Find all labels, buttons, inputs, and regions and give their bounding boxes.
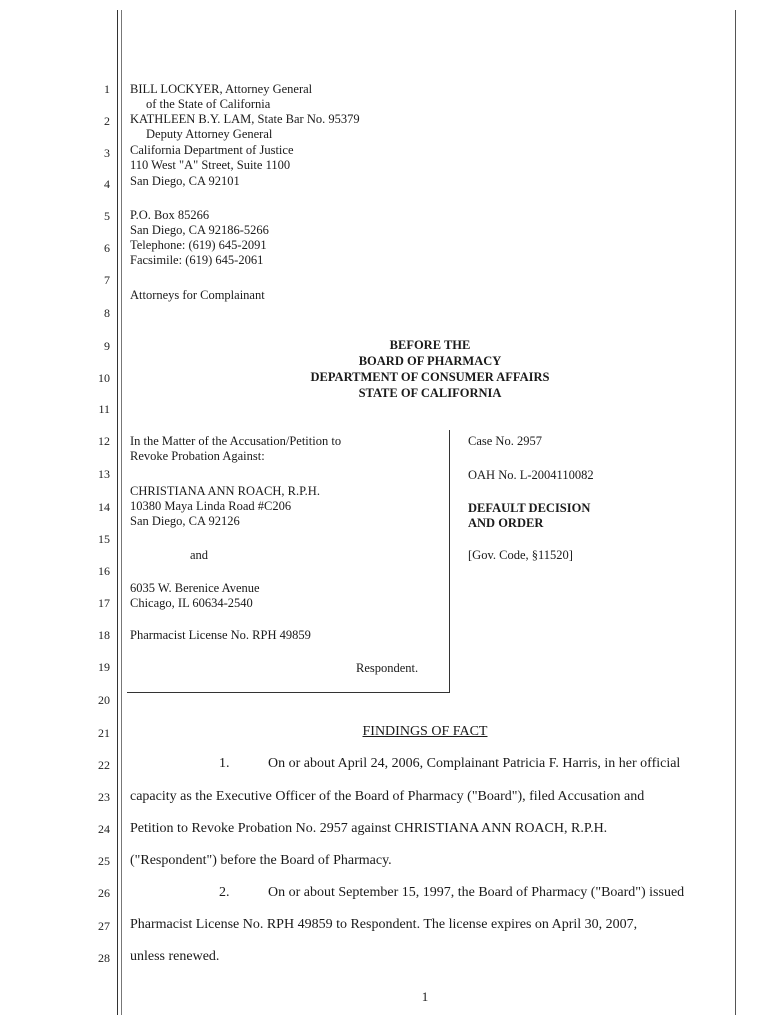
- left-margin-rule: [117, 10, 118, 1015]
- line-number: 7: [104, 273, 110, 287]
- paragraph-text: On or about September 15, 1997, the Board of Pharmacy ("Board") issued: [268, 885, 685, 900]
- line-number: 3: [104, 146, 110, 160]
- caption-title-line: STATE OF CALIFORNIA: [358, 386, 502, 400]
- line-number: 21: [98, 726, 110, 740]
- line-number: 11: [98, 402, 110, 416]
- case-number: Case No. 2957: [468, 434, 542, 448]
- line-number: 27: [98, 919, 110, 933]
- paragraph-number: 1.: [219, 756, 230, 771]
- caption-left-line: Pharmacist License No. RPH 49859: [130, 628, 311, 642]
- caption-left-line: In the Matter of the Accusation/Petition to: [130, 434, 342, 448]
- right-margin-rule: [735, 10, 736, 1015]
- caption-title-line: BEFORE THE: [389, 338, 471, 352]
- header-line: San Diego, CA 92186-5266: [130, 223, 269, 237]
- line-number: 20: [98, 693, 110, 707]
- caption-left-line: and: [190, 548, 209, 562]
- caption-left-line: 6035 W. Berenice Avenue: [130, 581, 260, 595]
- line-number: 4: [104, 177, 110, 191]
- line-number: 26: [98, 886, 110, 900]
- line-number: 25: [98, 854, 110, 868]
- header-line: Deputy Attorney General: [146, 127, 273, 141]
- decision-title: AND ORDER: [468, 516, 544, 530]
- line-number: 17: [98, 596, 110, 610]
- line-number: 28: [98, 951, 110, 965]
- line-number: 10: [98, 371, 110, 385]
- page-number: 1: [421, 989, 429, 1004]
- line-number: 13: [98, 467, 110, 481]
- paragraph-text: ("Respondent") before the Board of Pharmacy.: [130, 853, 392, 868]
- line-number: 5: [104, 209, 110, 223]
- caption-box-right-rule: [449, 430, 450, 692]
- paragraph-text: capacity as the Executive Officer of the Board of Pharmacy ("Board"), filed Accusation and: [130, 789, 645, 804]
- line-number: 1: [104, 82, 110, 96]
- line-number: 6: [104, 241, 110, 255]
- decision-title: DEFAULT DECISION: [468, 501, 591, 515]
- line-number: 19: [98, 660, 110, 674]
- caption-box-bottom-rule: [127, 692, 450, 693]
- caption-left-line: Revoke Probation Against:: [130, 449, 265, 463]
- caption-left-line: Chicago, IL 60634-2540: [130, 596, 253, 610]
- caption-title-line: BOARD OF PHARMACY: [358, 354, 502, 368]
- line-number: 9: [104, 339, 110, 353]
- findings-heading: FINDINGS OF FACT: [362, 724, 488, 739]
- line-number: 8: [104, 306, 110, 320]
- header-line: Attorneys for Complainant: [130, 288, 265, 302]
- paragraph-text: Petition to Revoke Probation No. 2957 against CHRISTIANA ANN ROACH, R.P.H.: [130, 821, 608, 836]
- header-line: of the State of California: [146, 97, 271, 111]
- header-line: California Department of Justice: [130, 143, 294, 157]
- caption-left-line: San Diego, CA 92126: [130, 514, 240, 528]
- line-number: 18: [98, 628, 110, 642]
- header-line: Facsimile: (619) 645-2061: [130, 253, 264, 267]
- header-line: San Diego, CA 92101: [130, 174, 240, 188]
- caption-left-line: Respondent.: [356, 661, 419, 675]
- line-number: 12: [98, 434, 110, 448]
- header-line: Telephone: (619) 645-2091: [130, 238, 267, 252]
- header-line: 110 West "A" Street, Suite 1100: [130, 158, 291, 172]
- line-number: 24: [98, 822, 110, 836]
- caption-title-line: DEPARTMENT OF CONSUMER AFFAIRS: [310, 370, 550, 384]
- caption-left-line: 10380 Maya Linda Road #C206: [130, 499, 292, 513]
- oah-number: OAH No. L-2004110082: [468, 468, 594, 482]
- header-line: BILL LOCKYER, Attorney General: [130, 82, 313, 96]
- paragraph-text: On or about April 24, 2006, Complainant Patricia F. Harris, in her official: [268, 756, 681, 771]
- header-line: KATHLEEN B.Y. LAM, State Bar No. 95379: [130, 112, 360, 126]
- gov-code: [Gov. Code, §11520]: [468, 548, 573, 562]
- line-number: 23: [98, 790, 110, 804]
- header-line: P.O. Box 85266: [130, 208, 210, 222]
- line-number: 16: [98, 564, 110, 578]
- line-number: 15: [98, 532, 110, 546]
- paragraph-text: unless renewed.: [130, 949, 220, 964]
- paragraph-number: 2.: [219, 885, 230, 900]
- respondent-name: CHRISTIANA ANN ROACH, R.P.H.: [130, 484, 320, 498]
- line-number: 14: [98, 500, 110, 514]
- line-number: 2: [104, 114, 110, 128]
- line-number: 22: [98, 758, 110, 772]
- left-margin-rule-inner: [121, 10, 122, 1015]
- paragraph-text: Pharmacist License No. RPH 49859 to Respondent. The license expires on April 30, 2007,: [130, 917, 638, 932]
